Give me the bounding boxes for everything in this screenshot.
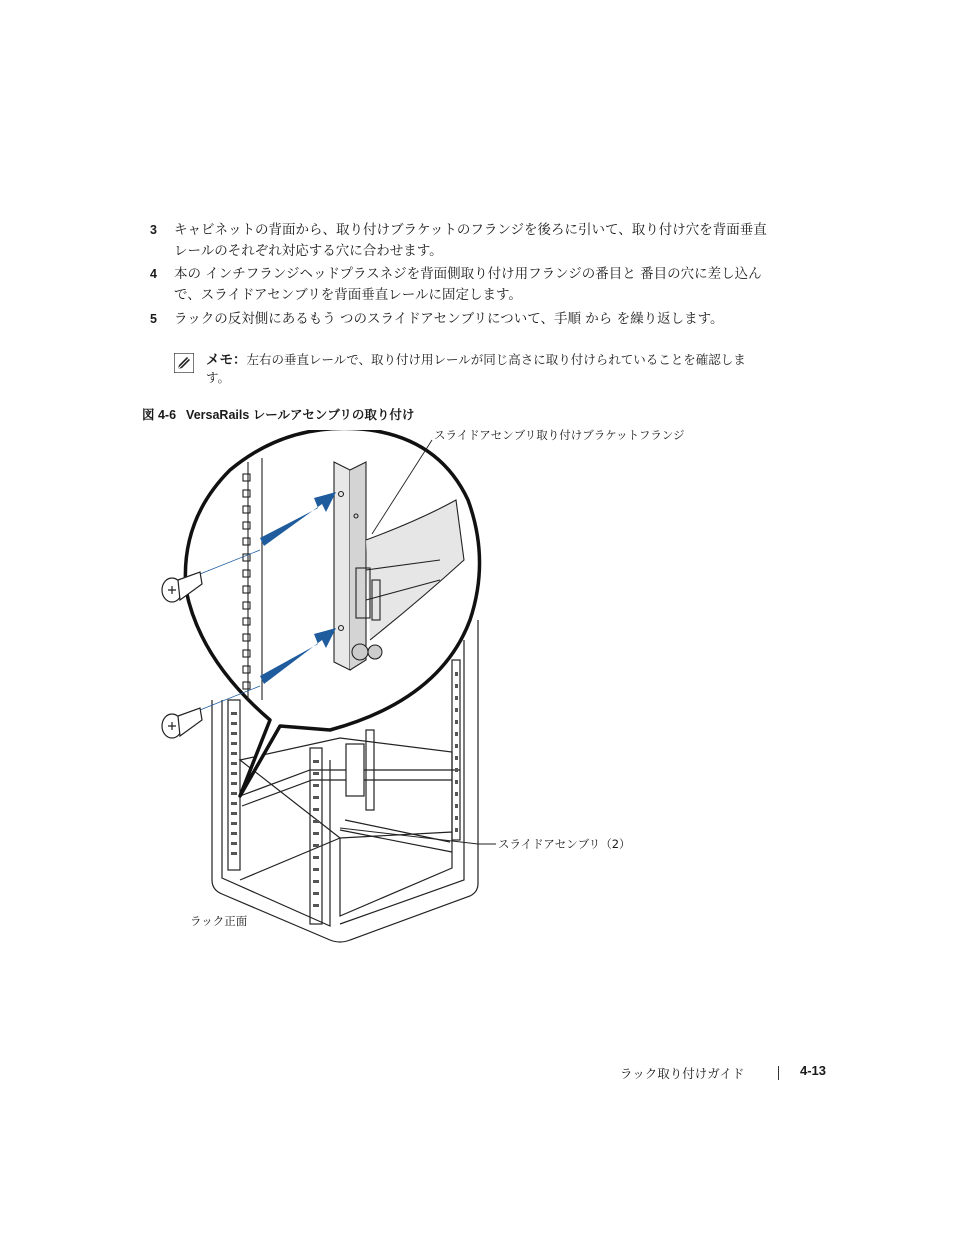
figure-caption: [142, 405, 414, 423]
step-text: 本の インチフランジヘッドプラスネジを背面側取り付け用フランジの番目と 番目の穴に差し込んで、スライドアセンブリを背面垂直レールに固定します。: [174, 266, 762, 303]
figure-number: 図 4-6: [142, 408, 177, 422]
note-text: 左右の垂直レールで、取り付け用レールが同じ高さに取り付けられていることを確認します。: [206, 352, 746, 385]
figure-title: VersaRails レールアセンブリの取り付け: [186, 408, 415, 422]
step-text: ラックの反対側にあるもう つのスライドアセンブリについて、手順 から を繰り返します。: [174, 311, 724, 327]
pencil-note-icon: [174, 353, 194, 373]
step-number: 5: [150, 312, 157, 326]
footer-divider: [778, 1066, 779, 1080]
step-text: キャビネットの背面から、取り付けブラケットのフランジを後ろに引いて、取り付け穴を背面垂直レールのそれぞれ対応する穴に合わせます。: [174, 222, 767, 259]
step-number: 4: [150, 267, 157, 281]
callout-slide-assembly: スライドアセンブリ（2）: [498, 837, 631, 851]
footer-section: ラック取り付けガイド: [620, 1066, 745, 1081]
step-3: [150, 220, 770, 262]
step-4: [150, 264, 770, 306]
note-label: メモ：: [206, 352, 247, 368]
rack-illustration: [150, 430, 710, 950]
page-number: 4-13: [800, 1063, 827, 1078]
callout-bracket-flange: スライドアセンブリ取り付けブラケットフランジ: [434, 428, 685, 442]
callout-rack-front: ラック正面: [190, 914, 248, 928]
step-5: [150, 309, 770, 330]
step-number: 3: [150, 223, 157, 237]
note-box: [174, 351, 764, 386]
